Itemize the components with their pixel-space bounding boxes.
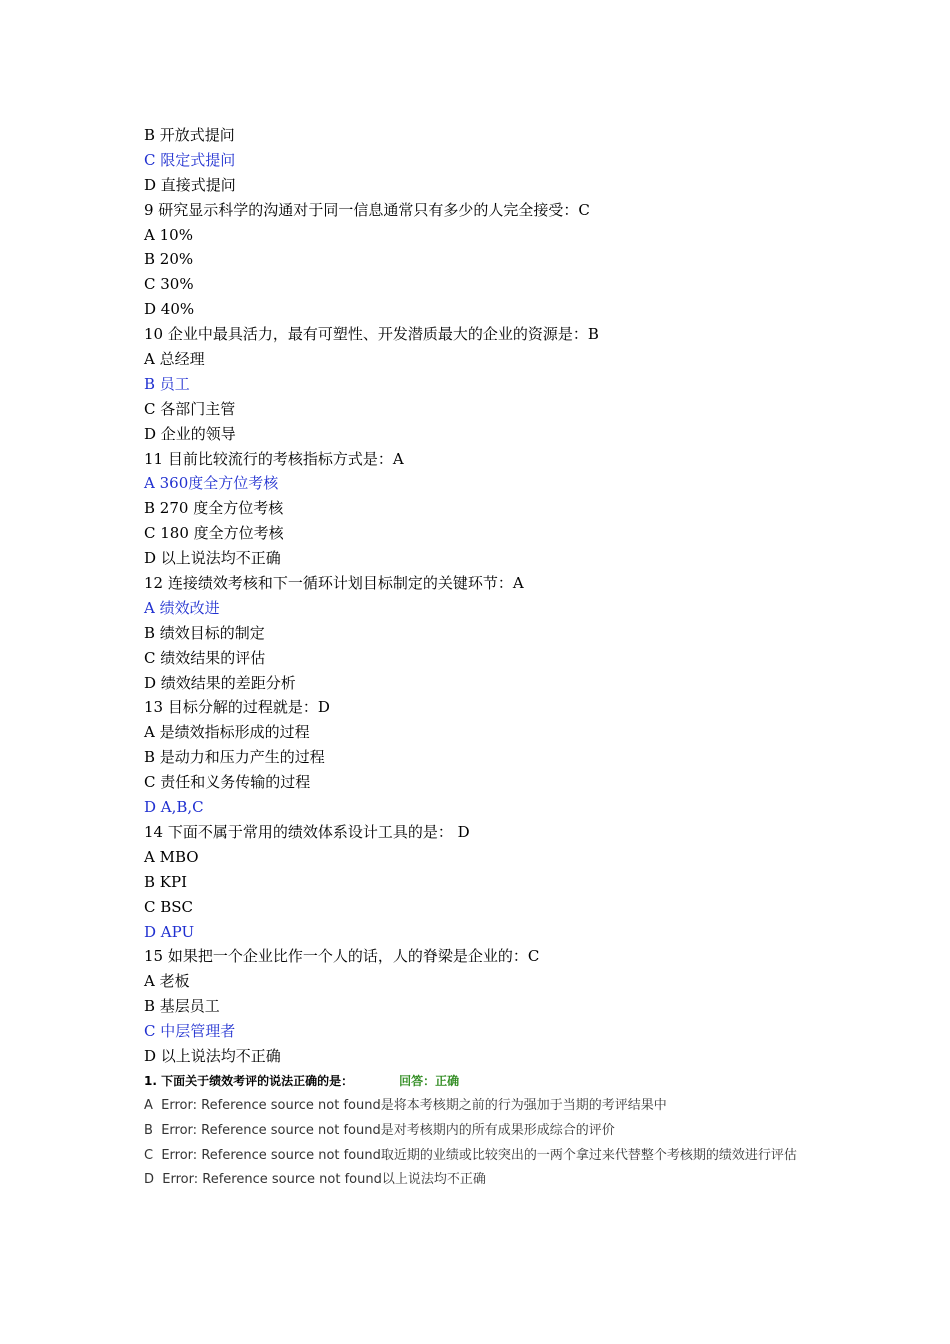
correct-option-line: D APU	[144, 922, 195, 941]
quiz-line: 14 下面不属于常用的绩效体系设计工具的是： D	[144, 822, 470, 841]
answer-status: 回答：正确	[399, 1073, 460, 1088]
option-b	[144, 1119, 824, 1144]
quiz-line: B KPI	[144, 872, 188, 891]
question-title: 1. 下面关于绩效考评的说法正确的是：	[144, 1073, 354, 1088]
reference-error: Error: Reference source not found	[161, 1097, 381, 1113]
quiz-lines	[144, 123, 824, 1069]
quiz-line: A MBO	[144, 847, 199, 866]
quiz-line: B 是动力和压力产生的过程	[144, 748, 325, 767]
option-d	[144, 1168, 824, 1193]
quiz-line: B 绩效目标的制定	[144, 623, 265, 642]
reference-error: Error: Reference source not found	[161, 1147, 381, 1163]
quiz-line: C 责任和义务传输的过程	[144, 773, 311, 792]
quiz-line: D 直接式提问	[144, 175, 236, 194]
quiz-line: C BSC	[144, 897, 194, 916]
option-text: 以上说法均不正确	[381, 1172, 486, 1188]
correct-option-line: C 限定式提问	[144, 150, 236, 169]
quiz-line: 9 研究显示科学的沟通对于同一信息通常只有多少的人完全接受：C	[144, 200, 590, 219]
quiz-line: B 基层员工	[144, 997, 220, 1016]
quiz-line: B 270 度全方位考核	[144, 499, 284, 518]
correct-option-line: C 中层管理者	[144, 1022, 236, 1041]
quiz-line: D 绩效结果的差距分析	[144, 673, 296, 692]
quiz-line: 12 连接绩效考核和下一循环计划目标制定的关键环节：A	[144, 574, 524, 593]
quiz-line: D 40%	[144, 300, 195, 319]
quiz-line: C 180 度全方位考核	[144, 524, 284, 543]
option-text: 取近期的业绩或比较突出的一两个拿过来代替整个考核期的绩效进行评估	[380, 1147, 797, 1163]
option-letter: A	[144, 1097, 153, 1113]
quiz-line: A 10%	[144, 225, 193, 244]
quiz-line: A 是绩效指标形成的过程	[144, 723, 310, 742]
reference-error: Error: Reference source not found	[161, 1122, 381, 1138]
quiz-line: A 总经理	[144, 350, 205, 369]
question-heading	[144, 1069, 824, 1094]
question-block	[144, 1069, 824, 1194]
quiz-line: 15 如果把一个企业比作一个人的话，人的脊梁是企业的：C	[144, 947, 540, 966]
quiz-line: C 绩效结果的评估	[144, 648, 266, 667]
option-text: 是对考核期内的所有成果形成综合的评价	[380, 1122, 615, 1138]
option-text: 是将本考核期之前的行为强加于当期的考评结果中	[380, 1097, 667, 1113]
correct-option-line: D A,B,C	[144, 798, 204, 817]
quiz-line: D 以上说法均不正确	[144, 1046, 281, 1065]
option-letter: D	[144, 1172, 155, 1188]
quiz-line: B 20%	[144, 250, 194, 269]
quiz-line: B 开放式提问	[144, 126, 235, 144]
document-page	[144, 123, 824, 1193]
quiz-line: 11 目前比较流行的考核指标方式是：A	[144, 449, 404, 468]
correct-option-line: A 绩效改进	[144, 598, 220, 617]
option-c	[144, 1144, 804, 1169]
quiz-line: D 以上说法均不正确	[144, 549, 281, 568]
reference-error: Error: Reference source not found	[162, 1172, 382, 1188]
correct-option-line: A 360度全方位考核	[144, 474, 279, 493]
option-letter: C	[144, 1147, 154, 1163]
question-options	[144, 1094, 824, 1194]
quiz-line: C 各部门主管	[144, 399, 236, 418]
quiz-line: C 30%	[144, 275, 194, 294]
option-a	[144, 1094, 824, 1119]
quiz-line: 13 目标分解的过程就是：D	[144, 698, 330, 717]
quiz-line: D 企业的领导	[144, 424, 236, 443]
option-letter: B	[144, 1122, 153, 1138]
correct-option-line: B 员工	[144, 374, 190, 393]
quiz-line: 10 企业中最具活力，最有可塑性、开发潜质最大的企业的资源是：B	[144, 325, 599, 344]
quiz-line: A 老板	[144, 972, 190, 991]
